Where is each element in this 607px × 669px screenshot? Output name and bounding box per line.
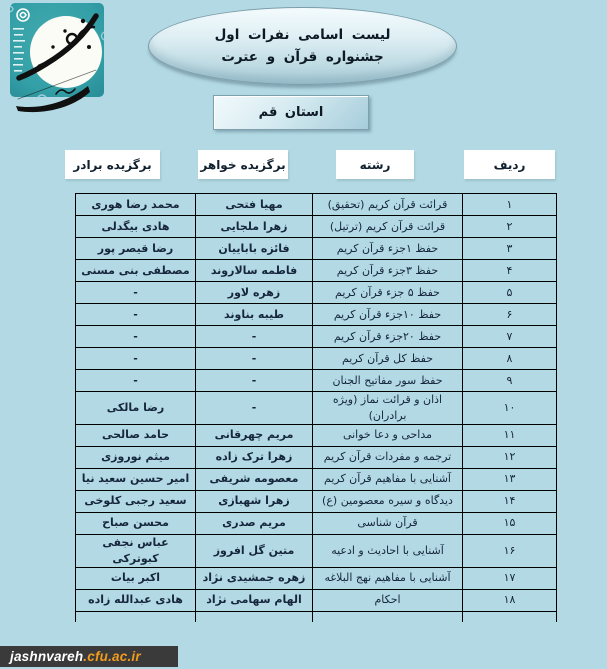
cell-brother: عباس نجفی کبوترکی [76, 534, 196, 567]
cell-num: ۴ [463, 260, 557, 282]
cell-sister: مهیا فتحی [196, 194, 313, 216]
table-row [76, 490, 557, 512]
cell-field: ترجمه و مفردات قرآن کریم [313, 446, 463, 468]
footer-watermark [0, 646, 178, 667]
page-title-line-1: لیست اسامی نفرات اول [214, 27, 391, 43]
cell-field: اذان و قرائت نماز (ویژه برادران) [313, 392, 463, 425]
table-row [76, 194, 557, 216]
table-row [76, 567, 557, 589]
table-row [76, 589, 557, 611]
cell-field: قرائت قرآن کریم (تحقیق) [313, 194, 463, 216]
cell-sister: - [196, 370, 313, 392]
table-row [76, 238, 557, 260]
cell-sister: - [196, 326, 313, 348]
cell-num: ۱۳ [463, 468, 557, 490]
cell-field: حفظ ۱۰جزء قرآن کریم [313, 304, 463, 326]
cell-sister: زهرا ترک زاده [196, 446, 313, 468]
cell-field: حفظ کل قرآن کریم [313, 348, 463, 370]
table-row [76, 304, 557, 326]
column-header-brother: برگزیده برادر [65, 150, 160, 179]
table-row [76, 216, 557, 238]
cell-sister: زهرا ملجایی [196, 216, 313, 238]
cell-brother: - [76, 282, 196, 304]
cell-sister: فاطمه سالاروند [196, 260, 313, 282]
cell-sister: زهره لاور [196, 282, 313, 304]
cell-num: ۱ [463, 194, 557, 216]
cell-brother: هادی بیگدلی [76, 216, 196, 238]
cell-field: حفظ ۵ جزء قرآن کریم [313, 282, 463, 304]
cell-num: ۳ [463, 238, 557, 260]
cell-sister: مریم چهرقانی [196, 424, 313, 446]
cell-brother: سعید رجبی کلوخی [76, 490, 196, 512]
cell-num: ۱۴ [463, 490, 557, 512]
table-row [76, 326, 557, 348]
cell-brother: حامد صالحی [76, 424, 196, 446]
cell-sister: طیبه بناوند [196, 304, 313, 326]
cell-num: ۲ [463, 216, 557, 238]
cell-num: ۱۸ [463, 589, 557, 611]
results-table [76, 193, 557, 622]
cell-num: ۱۶ [463, 534, 557, 567]
cell-sister: مریم صدری [196, 512, 313, 534]
cell-field: احکام [313, 589, 463, 611]
cell-brother: اکبر بیات [76, 567, 196, 589]
page-title-line-2: جشنواره قرآن و عترت [221, 49, 384, 65]
cell-field: حفظ ۳جزء قرآن کریم [313, 260, 463, 282]
table-row [76, 392, 557, 425]
cultural-festivals-logo-icon [8, 2, 108, 124]
cell-brother: محمد رضا هوری [76, 194, 196, 216]
cell-num: ۱۵ [463, 512, 557, 534]
cell-brother: هادی عبدالله زاده [76, 589, 196, 611]
table-row [76, 534, 557, 567]
cell-sister: زهرا شهبازی [196, 490, 313, 512]
cell-brother: میثم نوروزی [76, 446, 196, 468]
table-row [76, 282, 557, 304]
cell-num: ۵ [463, 282, 557, 304]
cell-brother: محسن صباح [76, 512, 196, 534]
cell-field: حفظ ۲۰جزء قرآن کریم [313, 326, 463, 348]
cell-field: قرائت قرآن کریم (ترتیل) [313, 216, 463, 238]
cell-field: آشنایی با مفاهیم نهج البلاغه [313, 567, 463, 589]
cell-sister: معصومه شریفی [196, 468, 313, 490]
cell-sister: متین گل افروز [196, 534, 313, 567]
table-row [76, 468, 557, 490]
cell-field: مداحی و دعا خوانی [313, 424, 463, 446]
site-url-host: jashnvareh [10, 649, 84, 664]
title-ellipse [148, 7, 457, 85]
cell-num: ۱۱ [463, 424, 557, 446]
cell-num: ۶ [463, 304, 557, 326]
cell-field: حفظ ۱جزء قرآن کریم [313, 238, 463, 260]
cell-brother: - [76, 326, 196, 348]
cell-brother: رضا مالکی [76, 392, 196, 425]
cell-brother: - [76, 348, 196, 370]
cell-sister: - [196, 392, 313, 425]
cell-sister: - [196, 348, 313, 370]
cell-sister: زهره جمشیدی نژاد [196, 567, 313, 589]
cell-num: ۹ [463, 370, 557, 392]
cell-brother: مصطفی بنی مسنی [76, 260, 196, 282]
cell-num: ۷ [463, 326, 557, 348]
cell-sister: فائزه باباییان [196, 238, 313, 260]
cell-num: ۱۷ [463, 567, 557, 589]
table-row [76, 424, 557, 446]
cell-field: آشنایی با احادیث و ادعیه [313, 534, 463, 567]
site-url-domain: .cfu.ac.ir [83, 649, 141, 664]
cell-num: ۱۰ [463, 392, 557, 425]
cell-sister: الهام سهامی نژاد [196, 589, 313, 611]
cell-brother: امیر حسین سعید نیا [76, 468, 196, 490]
province-badge: استان قم [213, 95, 369, 130]
cell-field: دیدگاه و سیره معصومین (ع) [313, 490, 463, 512]
results-table-body [76, 194, 557, 612]
table-row [76, 512, 557, 534]
column-header-row: ردیف [464, 150, 555, 179]
table-row [76, 260, 557, 282]
table-row [76, 446, 557, 468]
cell-num: ۱۲ [463, 446, 557, 468]
cell-field: آشنایی با مفاهیم قرآن کریم [313, 468, 463, 490]
cell-field: قرآن شناسی [313, 512, 463, 534]
column-header-field: رشته [336, 150, 414, 179]
cell-brother: - [76, 370, 196, 392]
cell-field: حفظ سور مفاتیح الجنان [313, 370, 463, 392]
cell-brother: - [76, 304, 196, 326]
table-bottom-stub [75, 612, 557, 622]
cell-num: ۸ [463, 348, 557, 370]
table-row [76, 370, 557, 392]
cell-brother: رضا قیصر پور [76, 238, 196, 260]
table-row [76, 348, 557, 370]
column-header-sister: برگزیده خواهر [198, 150, 288, 179]
